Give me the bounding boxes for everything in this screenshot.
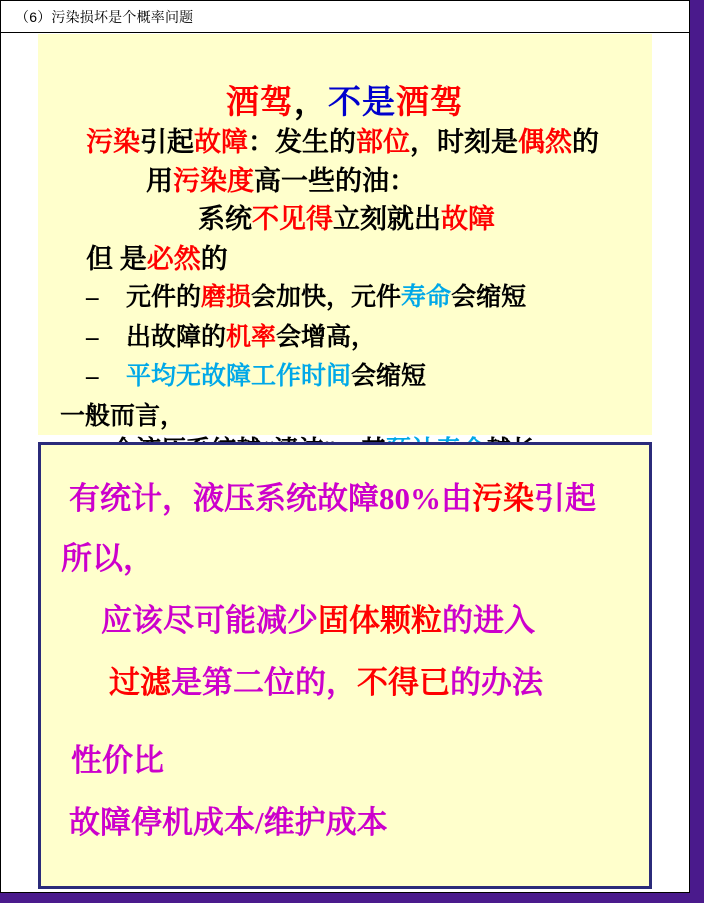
title-part2: 不是 [328, 85, 396, 121]
slide-top [38, 34, 652, 435]
title-comma: ， [294, 85, 328, 121]
bullet2-b: 机率 [226, 324, 277, 351]
line2-c: 高一些的油： [254, 166, 416, 196]
bline3-a: 应该尽可能减少 [101, 603, 318, 638]
header-bar [1, 1, 689, 33]
page-title: （6）污染损坏是个概率问题 [15, 8, 194, 25]
slide-bottom-line-5: 性价比 [71, 743, 164, 778]
bullet3-b: 会缩短 [351, 363, 427, 390]
line1-c: 故障 [194, 127, 248, 157]
bullet2-c: 会增高， [276, 324, 377, 351]
slide-top-line-2 [146, 159, 416, 198]
bline1-b: 污染 [472, 481, 534, 516]
slide-top-line-3 [198, 197, 495, 236]
bullet1-e: 会缩短 [451, 284, 527, 311]
line3-c: 立刻就出 [333, 204, 441, 234]
line1-a: 污染 [86, 127, 140, 157]
bline3-c: 的进入 [442, 603, 535, 638]
bline1-c: 引起 [534, 481, 596, 516]
slide-bottom-line-6: 故障停机成本/维护成本 [69, 805, 388, 840]
bline1-a: 有统计，液压系统故障80%由 [69, 481, 472, 516]
line1-h: 的 [572, 127, 599, 157]
slide-bottom-line-3 [101, 595, 535, 640]
slide-top-line-4 [86, 237, 228, 276]
slide-top-line-5: 一般而言， [60, 403, 186, 430]
line1-d: ：发生的 [248, 127, 356, 157]
bline3-b: 固体颗粒 [318, 603, 442, 638]
slide-bottom-line-2: 所以， [61, 541, 154, 576]
slide-top-title [38, 76, 652, 123]
bline4-c: 不得已 [357, 665, 450, 700]
bline4-b: 是第二位的， [171, 665, 357, 700]
slide-bottom-line-4 [109, 657, 543, 702]
bullet1-b: 磨损 [201, 284, 252, 311]
line2-b: 污染度 [173, 166, 254, 196]
line3-a: 系统 [198, 204, 252, 234]
slide-top-bullet-2 [86, 317, 376, 353]
title-part1: 酒驾 [226, 85, 294, 121]
line1-g: 偶然 [518, 127, 572, 157]
left-gutter-top [1, 34, 38, 435]
bline4-d: 的办法 [450, 665, 543, 700]
slide-bottom-line-1 [69, 473, 596, 518]
left-gutter-bottom [1, 442, 38, 889]
bline4-a: 过滤 [109, 665, 171, 700]
line1-e: 部位 [356, 127, 410, 157]
title-part3: 酒驾 [396, 85, 464, 121]
bullet1-c: 会加快，元件 [251, 284, 402, 311]
bullet3-a: 平均无故障工作时间 [126, 363, 352, 390]
bullet-dash-icon: – [86, 324, 99, 351]
line4-c: 的 [200, 244, 228, 274]
bullet-dash-icon: – [86, 284, 99, 311]
bullet1-a: 元件的 [126, 284, 202, 311]
slide-top-line-1 [86, 120, 599, 159]
line1-f: ，时刻是 [410, 127, 518, 157]
line3-d: 故障 [441, 204, 495, 234]
slide-top-bullet-3 [86, 356, 426, 392]
slide-bottom [38, 442, 652, 889]
bullet-dash-icon: – [86, 363, 99, 390]
line2-a: 用 [146, 166, 173, 196]
slide-top-bullet-1 [86, 277, 526, 313]
line4-b: 必然 [146, 244, 201, 274]
line1-b: 引起 [140, 127, 194, 157]
line3-b: 不见得 [252, 204, 333, 234]
bullet2-a: 出故障的 [126, 324, 227, 351]
bullet1-d: 寿命 [401, 284, 452, 311]
line4-a: 但 是 [86, 244, 147, 274]
